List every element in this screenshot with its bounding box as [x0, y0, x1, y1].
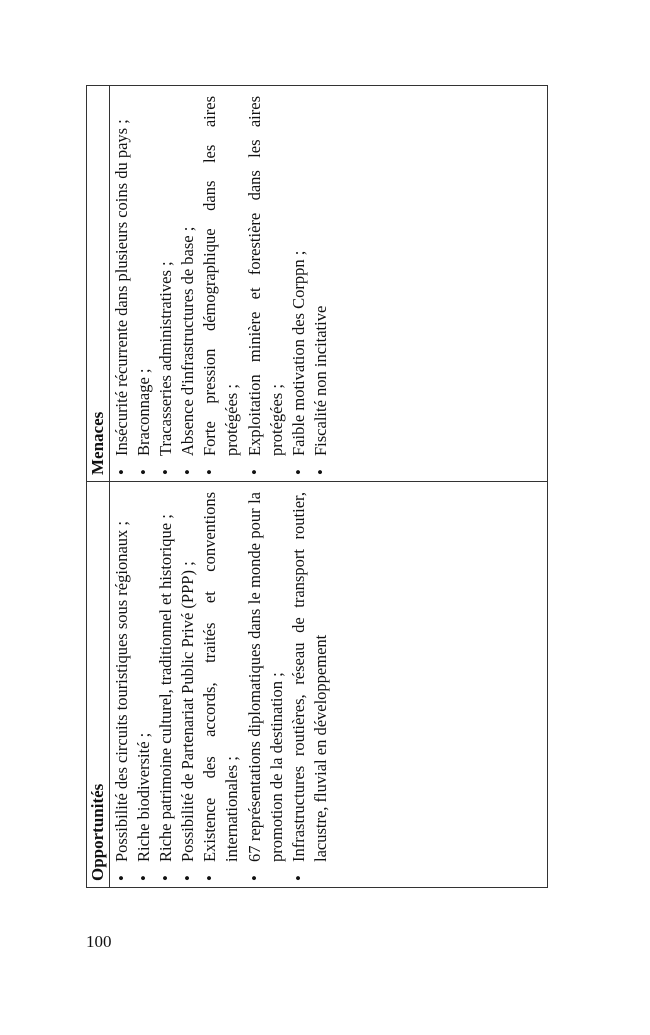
header-opportunites: Opportunités [87, 481, 109, 887]
list-item-text: Riche biodiversité ; [134, 732, 154, 862]
list-item-text: Forte pression démographique dans les aires protégées ; [200, 96, 242, 456]
header-menaces: Menaces [88, 411, 107, 475]
list-item [288, 96, 310, 478]
list-item-text: Faible motivation des Corppn ; [288, 250, 308, 456]
list-item [199, 492, 243, 884]
list-item-text: Absence d'infrastructures de base ; [178, 226, 198, 456]
list-item-text: Insécurité récurrente dans plusieurs coins du pays ; [112, 119, 131, 456]
bullet-icon: • [200, 875, 220, 881]
list-item-text: Existence des accords, traités et conventions internationales ; [200, 492, 242, 862]
menaces-list [111, 96, 332, 478]
list-item [244, 96, 288, 478]
list-item [133, 96, 155, 478]
list-item [199, 96, 243, 478]
list-item-text: Fiscalité non incitative [310, 305, 330, 456]
bullet-icon: • [178, 469, 198, 475]
bullet-icon: • [288, 469, 308, 475]
bullet-icon: • [200, 469, 220, 475]
list-item-text: Tracasseries administratives ; [156, 261, 176, 456]
page-number: 100 [86, 932, 112, 951]
bullet-icon: • [112, 875, 131, 881]
list-item [155, 96, 177, 478]
opportunites-cell [110, 481, 547, 887]
bullet-icon: • [156, 875, 176, 881]
list-item-text: Possibilité des circuits touristiques sous régionaux ; [112, 521, 131, 862]
list-item-text: 67 représentations diplomatiques dans le monde pour la promotion de la destination ; [244, 492, 286, 862]
list-item [310, 96, 332, 478]
list-item [155, 492, 177, 884]
table-header-row [87, 86, 110, 887]
list-item [244, 492, 288, 884]
bullet-icon: • [112, 469, 131, 475]
bullet-icon: • [178, 875, 198, 881]
list-item [177, 96, 199, 478]
list-item-text: Possibilité de Partenariat Public Privé (PPP) ; [178, 561, 198, 862]
bullet-icon: • [156, 469, 176, 475]
swot-table [86, 85, 548, 888]
list-item-text: Exploitation minière et forestière dans les aires protégées ; [244, 96, 286, 456]
list-item [288, 492, 332, 884]
bullet-icon: • [244, 875, 264, 881]
opportunites-list [111, 492, 332, 884]
list-item [111, 96, 133, 478]
bullet-icon: • [134, 875, 154, 881]
menaces-cell [110, 86, 547, 481]
bullet-icon: • [310, 469, 330, 475]
bullet-icon: • [134, 469, 154, 475]
list-item-text: Braconnage ; [134, 368, 154, 456]
list-item [133, 492, 155, 884]
list-item-text: Riche patrimoine culturel, traditionnel et historique ; [156, 514, 176, 862]
table-body-row [110, 86, 547, 887]
list-item [111, 492, 133, 884]
list-item [177, 492, 199, 884]
list-item-text: Infrastructures routières, réseau de transport routier, lacustre, fluvial en développement [288, 492, 330, 862]
bullet-icon: • [244, 469, 264, 475]
bullet-icon: • [288, 875, 308, 881]
